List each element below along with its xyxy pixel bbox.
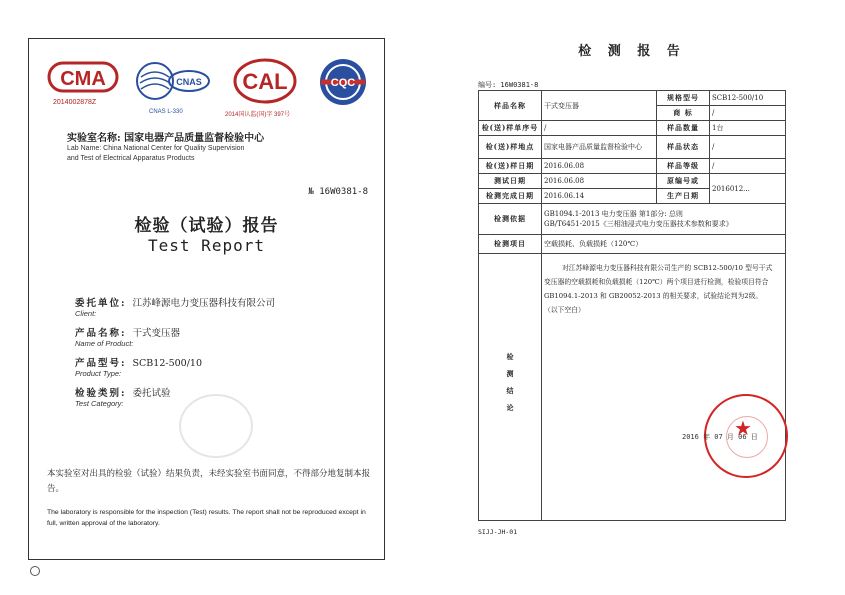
row-label: 检(送)样地点 xyxy=(479,136,542,159)
conclusion-cell xyxy=(542,254,786,521)
row-value: 干式变压器 xyxy=(542,91,657,121)
conclusion-label: 检测结论 xyxy=(479,254,542,521)
disclaimer-cn: 本实验室对出具的检验（试验）结果负责，未经实验室书面同意，不得部分地复制本报告。 xyxy=(47,469,371,494)
conclusion-line-2: 变压器的空载损耗和负载损耗（120℃）两个项目进行检测，检验项目符合 xyxy=(544,278,769,286)
report-table xyxy=(478,90,786,521)
row-value: 2016.06.08 xyxy=(542,159,657,174)
row-value: 1台 xyxy=(710,121,786,136)
cqc-logo-text: CQC xyxy=(330,77,356,89)
client-value: 江苏峰源电力变压器科技有限公司 xyxy=(132,298,276,309)
cma-logo-mark xyxy=(47,57,119,97)
row-value: / xyxy=(542,121,657,136)
row-label: 生产日期 xyxy=(657,189,710,204)
row-value: / xyxy=(710,159,786,174)
basis-line-2: GB/T6451-2015《三相油浸式电力变压器技术参数和要求》 xyxy=(544,220,733,228)
row-value: 国家电器产品质量监督检验中心 xyxy=(542,136,657,159)
sign-date: 2016 年 07 月 06 日 xyxy=(682,433,758,441)
cma-logo-text: CMA xyxy=(60,68,106,90)
table-row xyxy=(479,159,786,174)
basis-line-1: GB1094.1-2013 电力变压器 第1部分: 总则 xyxy=(544,210,683,218)
row-value: / xyxy=(710,106,786,121)
disclaimer-en: The laboratory is responsible for the inspection (Test) results. The report shall not be reproduced except in full, written approval of the laboratory. xyxy=(47,509,366,527)
row-label: 规格型号 xyxy=(657,91,710,106)
basis-value xyxy=(542,204,786,235)
cnas-logo-text: CNAS xyxy=(176,77,202,87)
report-page xyxy=(478,44,786,536)
row-label: 原编号或 xyxy=(657,174,710,189)
basis-label: 检测依据 xyxy=(479,204,542,235)
type-en-label: Product Type: xyxy=(75,369,122,378)
cqc-logo-mark xyxy=(313,57,373,107)
table-row xyxy=(479,254,786,521)
row-label: 检(送)样日期 xyxy=(479,159,542,174)
row-label: 测试日期 xyxy=(479,174,542,189)
row-label: 商 标 xyxy=(657,106,710,121)
seal-star-icon: ★ xyxy=(734,416,752,440)
form-code: SIJJ-JH-01 xyxy=(478,528,518,536)
table-row xyxy=(479,136,786,159)
category-field xyxy=(75,385,171,399)
report-title-en: Test Report xyxy=(148,236,265,255)
table-row xyxy=(479,174,786,189)
conclusion-line-4: （以下空白） xyxy=(544,306,585,314)
cnas-code: CNAS L-330 xyxy=(149,109,183,115)
cover-page xyxy=(28,38,385,560)
row-label: 样品等级 xyxy=(657,159,710,174)
product-field xyxy=(75,325,180,339)
cal-logo-mark xyxy=(229,57,301,107)
table-row xyxy=(479,121,786,136)
lab-name-cn: 实验室名称: 国家电器产品质量监督检验中心 xyxy=(67,133,265,144)
row-value: 2016.06.08 xyxy=(542,174,657,189)
report-page-title: 检 测 报 告 xyxy=(578,44,686,59)
row-label: 检测完成日期 xyxy=(479,189,542,204)
row-label: 样品状态 xyxy=(657,136,710,159)
table-row xyxy=(479,91,786,106)
logo-row xyxy=(39,57,374,127)
client-en-label: Client: xyxy=(75,309,97,318)
row-label: 样品数量 xyxy=(657,121,710,136)
type-field xyxy=(75,355,202,369)
row-value: 2016012... xyxy=(710,174,786,204)
report-number: № 16W0381-8 xyxy=(308,187,368,197)
product-value: 干式变压器 xyxy=(132,328,181,339)
table-row xyxy=(479,204,786,235)
page-mark-icon xyxy=(30,566,40,576)
report-title-cn: 检验（试验）报告 xyxy=(134,216,279,236)
lab-name-en-2: and Test of Electrical Apparatus Products xyxy=(67,155,195,162)
client-label: 委托单位: xyxy=(75,298,127,309)
category-value: 委托试验 xyxy=(132,388,171,399)
client-field xyxy=(75,295,275,309)
conclusion-line-1: 对江苏峰源电力变压器科技有限公司生产的 SCB12-500/10 型号干式 xyxy=(562,264,773,272)
type-value: SCB12-500/10 xyxy=(132,358,202,369)
report-page-number: 编号: 16W0381-8 xyxy=(478,81,539,89)
cma-code: 2014002878Z xyxy=(53,99,97,106)
category-en-label: Test Category: xyxy=(75,399,124,408)
row-value: / xyxy=(710,136,786,159)
cma-logo xyxy=(47,57,119,119)
table-row xyxy=(479,235,786,254)
product-en-label: Name of Product: xyxy=(75,339,134,348)
faint-seal xyxy=(179,394,253,458)
cnas-logo xyxy=(135,57,213,119)
items-label: 检测项目 xyxy=(479,235,542,254)
cqc-logo xyxy=(313,57,373,119)
category-label: 检验类别: xyxy=(75,388,127,399)
type-label: 产品型号: xyxy=(75,358,127,369)
conclusion-line-3: GB1094.1-2013 和 GB20052-2013 的相关要求，试验结论判为2级。 xyxy=(544,292,763,300)
row-label: 检(送)样单序号 xyxy=(479,121,542,136)
row-value: 2016.06.14 xyxy=(542,189,657,204)
row-label: 样品名称 xyxy=(479,91,542,121)
row-value: SCB12-500/10 xyxy=(710,91,786,106)
cal-code: 2014国认监(国)字 397号 xyxy=(225,112,291,118)
items-value: 空载损耗、负载损耗（120℃） xyxy=(542,235,786,254)
cnas-logo-mark xyxy=(135,57,213,107)
cal-logo xyxy=(225,57,301,119)
lab-name-en-1: Lab Name: China National Center for Quality Supervision xyxy=(67,145,245,152)
cal-logo-text: CAL xyxy=(242,69,288,94)
product-label: 产品名称: xyxy=(75,328,127,339)
